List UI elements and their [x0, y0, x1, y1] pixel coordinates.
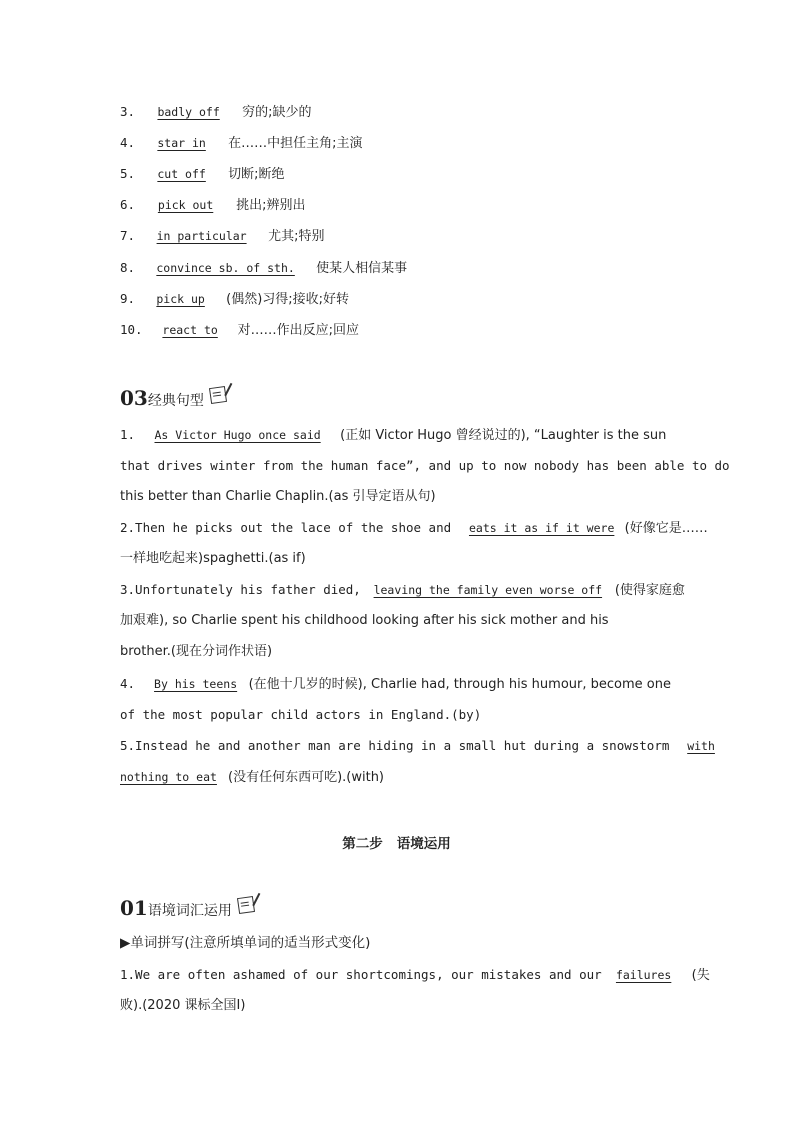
answer-blank: in particular	[156, 229, 247, 243]
phrase-item-8	[120, 260, 407, 277]
section-number: 03	[120, 386, 148, 410]
sentence-text: 5.Instead he and another man are hiding in a small hut during a snowstorm	[120, 738, 670, 753]
item-number: 1.	[120, 427, 136, 442]
answer-blank: cut off	[157, 167, 206, 181]
section-heading-01	[120, 896, 254, 920]
item-number: 10.	[120, 322, 143, 337]
sentence-text: 1.We are often ashamed of our shortcomings, our mistakes and our	[120, 967, 602, 982]
sentence-text: 3.Unfortunately his father died,	[120, 582, 361, 597]
item-number: 6.	[120, 197, 136, 212]
chinese-meaning: 穷的;缺少的	[242, 105, 312, 120]
phrase-item-3	[120, 104, 312, 121]
step-title	[0, 832, 793, 852]
item-number: 9.	[120, 291, 136, 306]
sentence-1-line-2: that drives winter from the human face”, and up to now nobody has been able to do	[120, 458, 730, 473]
exercise-subheading: ▶单词拼写(注意所填单词的适当形式变化)	[120, 935, 371, 951]
sentence-text: (使得家庭愈	[614, 583, 685, 598]
sentence-text: (正如 Victor Hugo 曾经说过的), “Laughter is the sun	[340, 428, 667, 443]
step-label: 第二步	[342, 836, 383, 852]
sentence-text: (失	[691, 968, 710, 983]
sentence-text: (好像它是……	[624, 521, 708, 536]
step-name: 语境运用	[396, 836, 451, 852]
phrase-item-5	[120, 166, 285, 183]
item-number: 4.	[120, 135, 136, 150]
sentence-text: (没有任何东西可吃).(with)	[228, 770, 385, 785]
chinese-meaning: 使某人相信某事	[316, 261, 408, 276]
answer-blank: By his teens	[154, 677, 238, 691]
exercise-1-line-1	[120, 967, 710, 984]
answer-blank: As Victor Hugo once said	[154, 428, 321, 442]
item-number: 5.	[120, 166, 136, 181]
memo-pencil-icon	[209, 386, 227, 404]
item-number: 4.	[120, 676, 136, 691]
sentence-3-line-2: 加艰难), so Charlie spent his childhood looking after his sick mother and his	[120, 613, 609, 628]
phrase-item-6	[120, 197, 306, 214]
chinese-meaning: 在……中担任主角;主演	[228, 136, 363, 151]
section-title: 语境词汇运用	[147, 903, 232, 919]
section-title: 经典句型	[147, 393, 204, 409]
sentence-5-line-2	[120, 769, 384, 786]
sentence-text: 2.Then he picks out the lace of the shoe and	[120, 520, 452, 535]
chinese-meaning: 尤其;特别	[268, 229, 325, 244]
answer-blank: with	[687, 739, 715, 753]
phrase-item-10	[120, 322, 359, 339]
exercise-1-line-2: 败).(2020 课标全国Ⅰ)	[120, 998, 246, 1013]
section-heading-03	[120, 386, 226, 410]
sentence-2-line-2: 一样地吃起来)spaghetti.(as if)	[120, 551, 306, 566]
answer-blank: badly off	[157, 105, 220, 119]
chinese-meaning: 挑出;辨别出	[236, 198, 306, 213]
chinese-meaning: 切断;断绝	[228, 167, 285, 182]
answer-blank: eats it as if it were	[468, 521, 615, 535]
answer-blank: star in	[157, 136, 206, 150]
answer-blank: convince sb. of sth.	[156, 261, 295, 275]
sentence-3-line-1	[120, 582, 685, 599]
item-number: 8.	[120, 260, 136, 275]
answer-blank: failures	[615, 968, 672, 982]
sentence-1-line-3: this better than Charlie Chaplin.(as 引导定语从句)	[120, 489, 436, 504]
answer-blank: pick up	[156, 292, 205, 306]
sentence-4-line-1	[120, 676, 671, 693]
sentence-text: (在他十几岁的时候), Charlie had, through his humour, become one	[248, 677, 671, 692]
memo-pencil-icon	[237, 896, 255, 914]
sentence-2-line-1	[120, 520, 708, 537]
sentence-4-line-2: of the most popular child actors in England.(by)	[120, 707, 482, 722]
answer-blank: pick out	[157, 198, 214, 212]
phrase-item-9	[120, 291, 349, 308]
item-number: 7.	[120, 228, 136, 243]
phrase-item-4	[120, 135, 363, 152]
phrase-item-7	[120, 228, 325, 245]
chinese-meaning: 对……作出反应;回应	[237, 323, 360, 338]
answer-blank: nothing to eat	[120, 770, 217, 784]
sentence-3-line-3: brother.(现在分词作状语)	[120, 644, 273, 659]
answer-blank: leaving the family even worse off	[373, 583, 603, 597]
item-number: 3.	[120, 104, 136, 119]
answer-blank: react to	[162, 323, 218, 337]
sentence-1-line-1	[120, 427, 666, 444]
sentence-5-line-1	[120, 738, 715, 754]
section-number: 01	[120, 896, 148, 920]
chinese-meaning: (偶然)习得;接收;好转	[226, 292, 350, 307]
